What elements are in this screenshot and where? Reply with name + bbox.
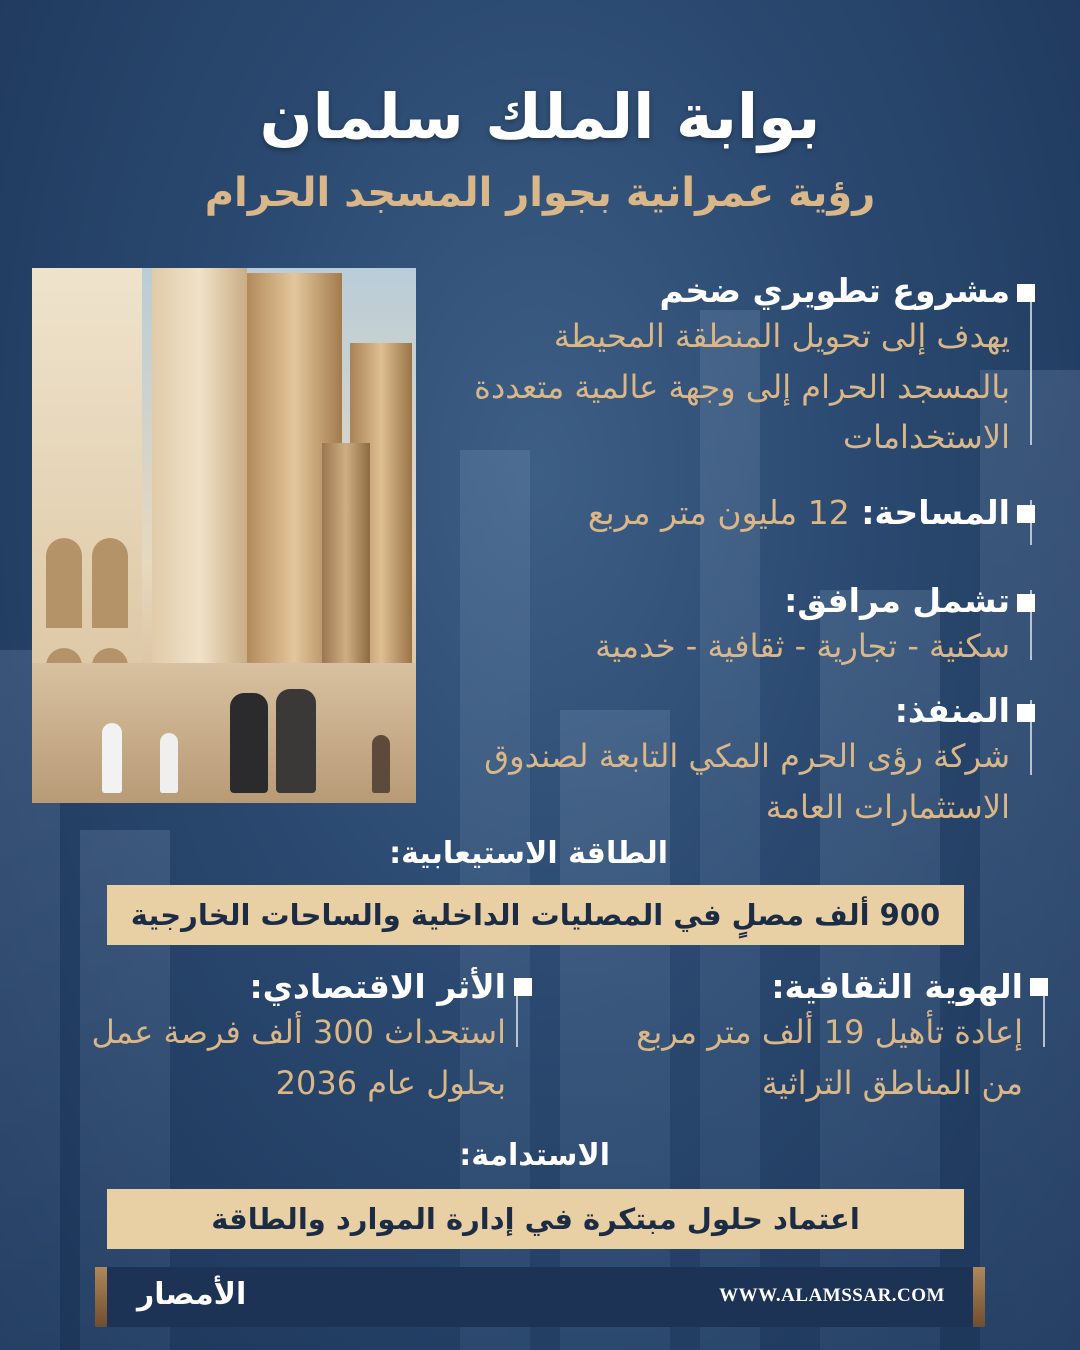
cultural-identity-section <box>523 966 1023 1108</box>
economic-impact-title: الأثر الاقتصادي: <box>249 967 506 1006</box>
project-rendering-image <box>32 268 416 803</box>
developer-section <box>410 690 1010 832</box>
divider-line <box>1030 290 1032 445</box>
facilities-list: سكنية - تجارية - ثقافية - خدمية <box>595 627 1010 666</box>
economic-impact-line: بحلول عام 2036 <box>275 1063 506 1102</box>
project-section <box>410 270 1010 463</box>
bullet-icon <box>1030 978 1048 996</box>
project-description-line: بالمسجد الحرام إلى وجهة عالمية متعددة <box>474 367 1010 406</box>
footer-edge-decoration <box>95 1267 107 1327</box>
bullet-icon <box>1017 594 1035 612</box>
page-subtitle: رؤية عمرانية بجوار المسجد الحرام <box>204 170 876 216</box>
facilities-title: تشمل مرافق: <box>784 581 1010 620</box>
area-section <box>410 492 1010 533</box>
bullet-icon <box>1017 704 1035 722</box>
page-title: بوابة الملك سلمان <box>259 80 821 153</box>
bullet-icon <box>1017 505 1035 523</box>
footer-edge-decoration <box>973 1267 985 1327</box>
economic-impact-section <box>16 966 506 1108</box>
cultural-identity-line: من المناطق التراثية <box>761 1063 1023 1102</box>
facilities-section <box>410 580 1010 672</box>
capacity-highlight-bar: 900 ألف مصلٍ في المصليات الداخلية والساحات الخارجية <box>107 885 964 945</box>
bullet-icon <box>1017 284 1035 302</box>
project-title: مشروع تطويري ضخم <box>659 271 1010 310</box>
sustainability-highlight-bar: اعتماد حلول مبتكرة في إدارة الموارد والطاقة <box>107 1189 964 1249</box>
alamssar-logo: الأمصار <box>137 1277 247 1312</box>
project-description-line: الاستخدامات <box>843 418 1010 457</box>
project-description-line: يهدف إلى تحويل المنطقة المحيطة <box>553 317 1010 356</box>
developer-description-line: الاستثمارات العامة <box>765 787 1010 826</box>
developer-description-line: شركة رؤى الحرم المكي التابعة لصندوق <box>484 737 1010 776</box>
capacity-title: الطاقة الاستيعابية: <box>389 836 668 871</box>
developer-title: المنفذ: <box>894 691 1010 730</box>
bullet-icon <box>514 978 532 996</box>
area-label: المساحة: <box>861 493 1010 532</box>
website-link[interactable]: WWW.ALAMSSAR.COM <box>719 1285 945 1306</box>
cultural-identity-line: إعادة تأهيل 19 ألف متر مربع <box>636 1013 1023 1052</box>
cultural-identity-title: الهوية الثقافية: <box>771 967 1023 1006</box>
area-value: 12 مليون متر مربع <box>587 493 850 532</box>
sustainability-title: الاستدامة: <box>459 1138 610 1173</box>
economic-impact-line: استحداث 300 ألف فرصة عمل <box>91 1013 506 1052</box>
footer-bar <box>95 1267 985 1327</box>
